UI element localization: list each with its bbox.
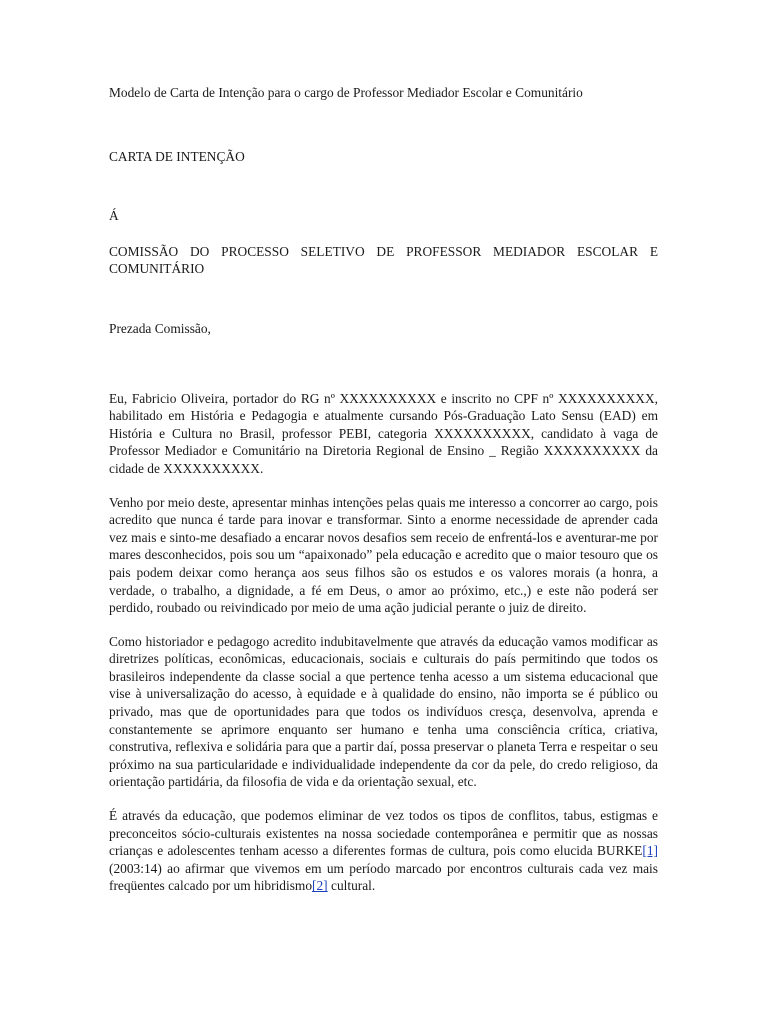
paragraph-culture <box>109 807 658 895</box>
recipient: COMISSÃO DO PROCESSO SELETIVO DE PROFESSOR MEDIADOR ESCOLAR E COMUNITÁRIO <box>109 243 658 277</box>
paragraph-education-vision: Como historiador e pedagogo acredito indubitavelmente que através da educação vamos modificar as diretrizes políticas, econômicas, educacionais, sociais e culturais do país permitindo que todos os brasileiros independente da classe social a que pertence tenha acesso a um sistema educacional que vise à universalização do acesso, à equidade e à qualidade do ensino, não importa se é público ou privado, mas que de oportunidades para que todos os indivíduos cresça, desenvolva, aprenda e constantemente se aprimore enquanto ser humano e tenha uma consciência crítica, criativa, construtiva, reflexiva e solidária para que a partir daí, possa preservar o planeta Terra e respeitar o seu próximo na sua particularidade e individualidade independente da cor da pele, do credo religioso, da orientação partidária, da filosofia de vida e da orientação sexual, etc. <box>109 633 658 790</box>
recipient-prefix: Á <box>109 208 119 224</box>
letter-heading: CARTA DE INTENÇÃO <box>109 148 245 164</box>
paragraph-motivation: Venho por meio deste, apresentar minhas intenções pelas quais me interesso a concorrer ao cargo, pois acredito que nunca é tarde para inovar e transformar. Sinto a enorme necessidade de aprender cada vez mais e sinto-me desafiado a encarar novos desafios sem receio de enfrentá-los e aventurar-me por mares desconhecidos, pois sou um “apaixonado” pela educação e acredito que o maior tesouro que os pais podem deixar como herança aos seus filhos são os estudos e os valores morais (a honra, a verdade, o trabalho, a dignidade, a fé em Deus, o amor ao próximo, etc.,) e este não poderá ser perdido, roubado ou reivindicado por meio de uma ação judicial perante o juiz de direito. <box>109 494 658 616</box>
model-title: Modelo de Carta de Intenção para o cargo de Professor Mediador Escolar e Comunitário <box>109 85 583 100</box>
salutation: Prezada Comissão, <box>109 320 211 336</box>
footnote-link-2[interactable]: [2] <box>312 878 328 894</box>
paragraph-culture-text-3: cultural. <box>327 878 376 894</box>
paragraph-introduction: Eu, Fabricio Oliveira, portador do RG nº XXXXXXXXXX e inscrito no CPF nº XXXXXXXXXX, habilitado em História e Pedagogia e atualmente cursando Pós-Graduação Lato Sensu (EAD) em História e Cultura no Brasil, professor PEBI, categoria XXXXXXXXXX, candidato à vaga de Professor Mediador e Comunitário na Diretoria Regional de Ensino _ Região XXXXXXXXXX da cidade de XXXXXXXXXX. <box>109 390 658 476</box>
document-body <box>109 84 658 895</box>
footnote-link-1[interactable]: [1] <box>642 843 658 859</box>
paragraph-culture-text-2: (2003:14) ao afirmar que vivemos em um período marcado por encontros culturais cada vez mais freqüentes calcado por um hibridismo <box>109 860 658 894</box>
paragraph-culture-text-1: É através da educação, que podemos eliminar de vez todos os tipos de conflitos, tabus, estigmas e preconceitos sócio-culturais existentes na nossa sociedade contemporânea e permitir que as nossas crianças e adolescentes tenham acesso a diferentes formas de cultura, pois como elucida BURKE <box>109 808 658 859</box>
